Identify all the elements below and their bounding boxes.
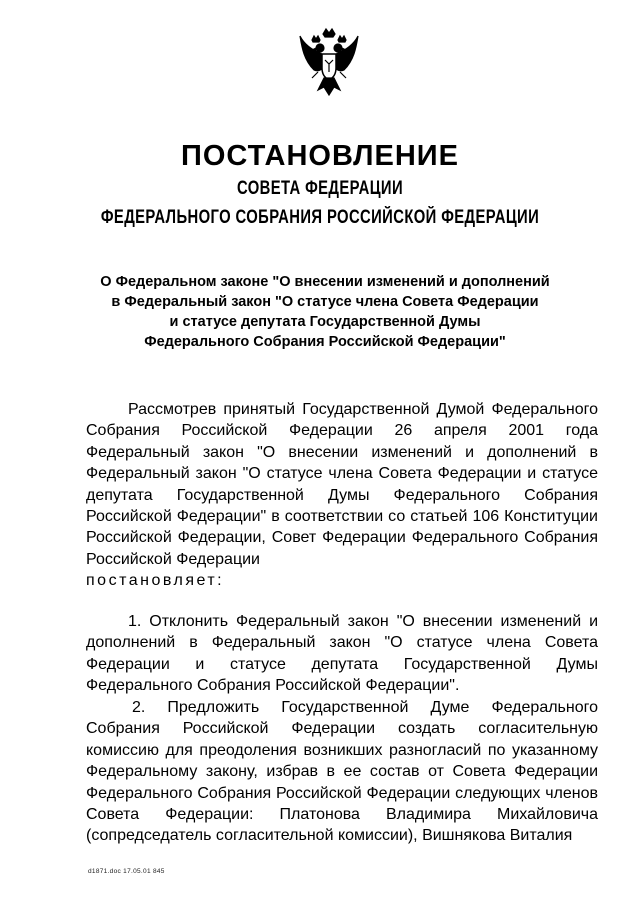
subject-line: О Федеральном законе "О внесении изменений и дополнений [100,274,550,290]
document-title: ПОСТАНОВЛЕНИЕ [181,140,459,172]
subject-line: и статусе депутата Государственной Думы [169,314,481,330]
coat-of-arms-icon [298,26,360,100]
issuer-line-2: ФЕДЕРАЛЬНОГО СОБРАНИЯ РОССИЙСКОЙ ФЕДЕРАЦИИ [100,207,540,228]
preamble-text: Рассмотрев принятый Государственной Думой Федерального Собрания Российской Федерации 26 апреля 2001 года Федеральный закон "О внесении изменений и дополнений в Федеральный закон "О статусе члена Совета Федерации и статусе депутата Государственной Думы Федерального Собрания Российской Федерации" в соответствии со статьей 106 Конституции Российской Федерации, Совет Федерации Федерального Собрания Российской Федерации [86,401,598,568]
clause-1-paragraph [86,611,598,697]
clause-1-text: 1. Отклонить Федеральный закон "О внесении изменений и дополнений в Федеральный закон "О статусе члена Совета Федерации и статусе депутата Государственной Думы Федерального Собрания Российской Федерации". [86,613,598,695]
issuer-line-1: СОВЕТА ФЕДЕРАЦИИ [236,178,404,199]
document-subject [80,272,570,352]
resolves-word: постановляет: [86,572,225,590]
preamble-paragraph [86,399,598,592]
clause-2-text: 2. Предложить Государственной Думе Федерального Собрания Российской Федерации создать согласительную комиссию для преодоления возникших разногласий по указанному Федеральному закону, избрав в ее состав от Совета Федерации Федерального Собрания Российской Федерации следующих членов Совета Федерации: Платонова Владимира Михайловича (сопредседатель согласительной комиссии), Вишнякова Виталия [86,699,598,845]
file-footer: d1871.doc 17.05.01 845 [88,868,165,875]
clause-2-paragraph [86,697,598,847]
subject-line: Федерального Собрания Российской Федерации" [144,334,506,350]
subject-line: в Федеральный закон "О статусе члена Совета Федерации [111,294,539,310]
